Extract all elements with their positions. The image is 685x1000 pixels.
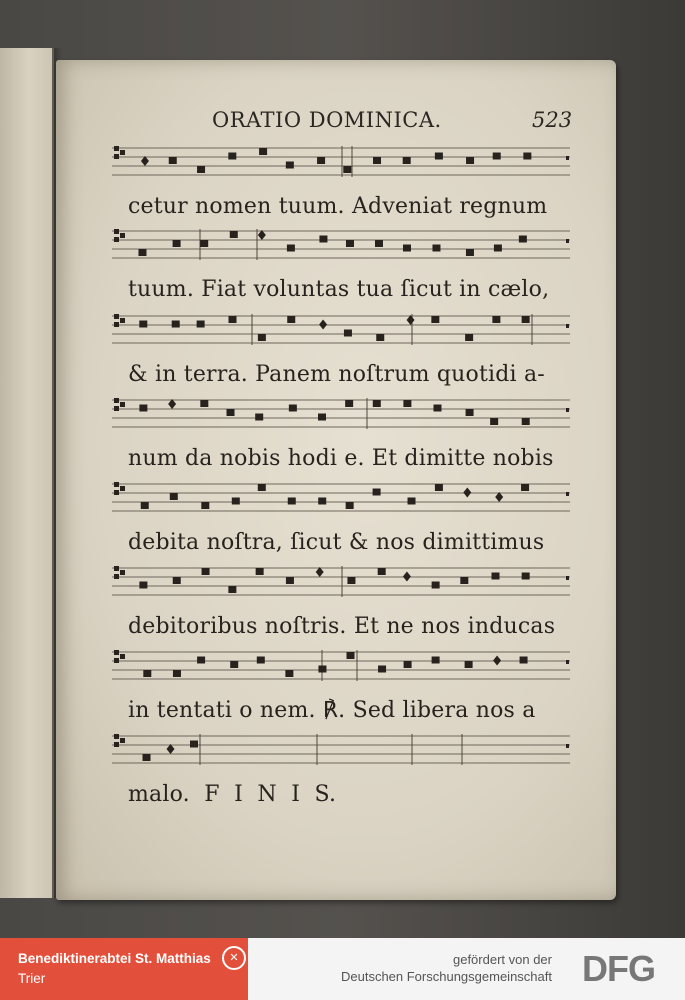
neume bbox=[286, 162, 294, 169]
lyric-line-finis: malo. F I N I S. bbox=[128, 782, 337, 807]
neume bbox=[287, 316, 295, 323]
neume bbox=[169, 157, 177, 164]
neume bbox=[258, 484, 266, 491]
neume bbox=[230, 231, 238, 238]
neume bbox=[346, 502, 354, 509]
neume bbox=[519, 236, 527, 243]
neume bbox=[378, 666, 386, 673]
neume bbox=[347, 652, 355, 659]
running-title: ORATIO DOMINICA. bbox=[212, 108, 442, 132]
lyric-line: tuum. Fiat voluntas tua ſicut in cælo, bbox=[128, 277, 550, 302]
lyric-line: debita noſtra, ſicut & nos dimittimus bbox=[128, 530, 545, 555]
neume bbox=[228, 586, 236, 593]
neume bbox=[466, 249, 474, 256]
neume bbox=[139, 405, 147, 412]
neume bbox=[522, 316, 530, 323]
music-staff bbox=[112, 480, 570, 520]
neume bbox=[495, 492, 503, 502]
neume bbox=[522, 418, 530, 425]
neume bbox=[202, 568, 210, 575]
lyric-line: num da nobis hodi e. Et dimitte nobis bbox=[128, 446, 554, 471]
neume bbox=[167, 744, 175, 754]
neume bbox=[173, 670, 181, 677]
neume bbox=[258, 230, 266, 240]
neume bbox=[317, 157, 325, 164]
music-staff bbox=[112, 732, 570, 772]
staff-lines bbox=[112, 564, 570, 604]
neume bbox=[200, 400, 208, 407]
institution-name: Benediktinerabtei St. Matthias bbox=[18, 951, 211, 966]
page-number: 523 bbox=[532, 108, 573, 132]
neume bbox=[431, 316, 439, 323]
staff-lines bbox=[112, 396, 570, 436]
neume bbox=[466, 409, 474, 416]
neume bbox=[432, 245, 440, 252]
neume bbox=[373, 489, 381, 496]
neume bbox=[257, 657, 265, 664]
neume bbox=[228, 153, 236, 160]
neume bbox=[319, 320, 327, 330]
neume bbox=[522, 573, 530, 580]
neume bbox=[200, 240, 208, 247]
lyric-line: in tentati o nem. ℟. Sed libera nos a bbox=[128, 698, 536, 723]
neume bbox=[375, 240, 383, 247]
neume bbox=[139, 321, 147, 328]
neume bbox=[172, 321, 180, 328]
neume bbox=[493, 153, 501, 160]
neume bbox=[138, 249, 146, 256]
staff-lines bbox=[112, 312, 570, 352]
neume bbox=[492, 316, 500, 323]
neume bbox=[346, 240, 354, 247]
neume bbox=[403, 157, 411, 164]
staff-lines bbox=[112, 648, 570, 688]
neume bbox=[318, 414, 326, 421]
neume bbox=[520, 657, 528, 664]
music-staff bbox=[112, 396, 570, 436]
neume bbox=[319, 236, 327, 243]
staff-lines bbox=[112, 732, 570, 772]
neume bbox=[460, 577, 468, 584]
staff-lines bbox=[112, 480, 570, 520]
music-staff bbox=[112, 144, 570, 184]
neume bbox=[404, 661, 412, 668]
neume bbox=[287, 245, 295, 252]
neume bbox=[493, 656, 501, 666]
neume bbox=[373, 400, 381, 407]
neume bbox=[490, 418, 498, 425]
neume bbox=[408, 498, 416, 505]
dfg-logo[interactable]: DFG bbox=[582, 948, 655, 989]
neume bbox=[347, 577, 355, 584]
neume bbox=[201, 502, 209, 509]
neume bbox=[141, 156, 149, 166]
neume bbox=[190, 741, 198, 748]
neume bbox=[345, 400, 353, 407]
neume bbox=[433, 405, 441, 412]
neume bbox=[465, 661, 473, 668]
neume bbox=[229, 316, 237, 323]
neume bbox=[435, 153, 443, 160]
neume bbox=[285, 670, 293, 677]
neume bbox=[373, 157, 381, 164]
neume bbox=[494, 245, 502, 252]
neume bbox=[435, 484, 443, 491]
page-header bbox=[0, 108, 685, 138]
abbey-emblem-icon: ✕ bbox=[222, 946, 246, 970]
music-staff bbox=[112, 227, 570, 267]
neume bbox=[318, 666, 326, 673]
neume bbox=[256, 568, 264, 575]
funder-name: Deutschen Forschungsgemeinschaft bbox=[340, 969, 552, 984]
neume bbox=[289, 405, 297, 412]
neume bbox=[173, 240, 181, 247]
neume bbox=[255, 414, 263, 421]
neume bbox=[521, 484, 529, 491]
neume bbox=[403, 400, 411, 407]
neume bbox=[197, 321, 205, 328]
neume bbox=[316, 567, 324, 577]
neume bbox=[259, 148, 267, 155]
neume bbox=[143, 670, 151, 677]
neume bbox=[403, 572, 411, 582]
neume bbox=[141, 502, 149, 509]
music-staff bbox=[112, 648, 570, 688]
music-staff bbox=[112, 564, 570, 604]
neume bbox=[407, 315, 415, 325]
institution-city: Trier bbox=[18, 971, 46, 986]
neume bbox=[168, 399, 176, 409]
facing-page-edge bbox=[0, 48, 54, 898]
neume bbox=[432, 582, 440, 589]
neume bbox=[465, 334, 473, 341]
neume bbox=[227, 409, 235, 416]
neume bbox=[343, 166, 351, 173]
lyric-line: & in terra. Panem noſtrum quotidi a- bbox=[128, 362, 545, 387]
neume bbox=[286, 577, 294, 584]
neume bbox=[403, 245, 411, 252]
neume bbox=[170, 493, 178, 500]
neume bbox=[288, 498, 296, 505]
funded-by-label: gefördert von der bbox=[452, 952, 552, 967]
neume bbox=[258, 334, 266, 341]
neume bbox=[139, 582, 147, 589]
neume bbox=[466, 157, 474, 164]
institution-banner[interactable] bbox=[0, 938, 248, 1000]
footer-bar bbox=[0, 938, 685, 1000]
neume bbox=[230, 661, 238, 668]
neume bbox=[432, 657, 440, 664]
staff-lines bbox=[112, 227, 570, 267]
neume bbox=[344, 330, 352, 337]
neume bbox=[197, 657, 205, 664]
neume bbox=[173, 577, 181, 584]
staff-lines bbox=[112, 144, 570, 184]
neume bbox=[523, 153, 531, 160]
neume bbox=[491, 573, 499, 580]
music-staff bbox=[112, 312, 570, 352]
neume bbox=[463, 488, 471, 498]
neume bbox=[232, 498, 240, 505]
neume bbox=[197, 166, 205, 173]
lyric-line: debitoribus noſtris. Et ne nos inducas bbox=[128, 614, 556, 639]
neume bbox=[318, 498, 326, 505]
neume bbox=[378, 568, 386, 575]
neume bbox=[376, 334, 384, 341]
neume bbox=[143, 754, 151, 761]
lyric-line: cetur nomen tuum. Adveniat regnum bbox=[128, 194, 548, 219]
